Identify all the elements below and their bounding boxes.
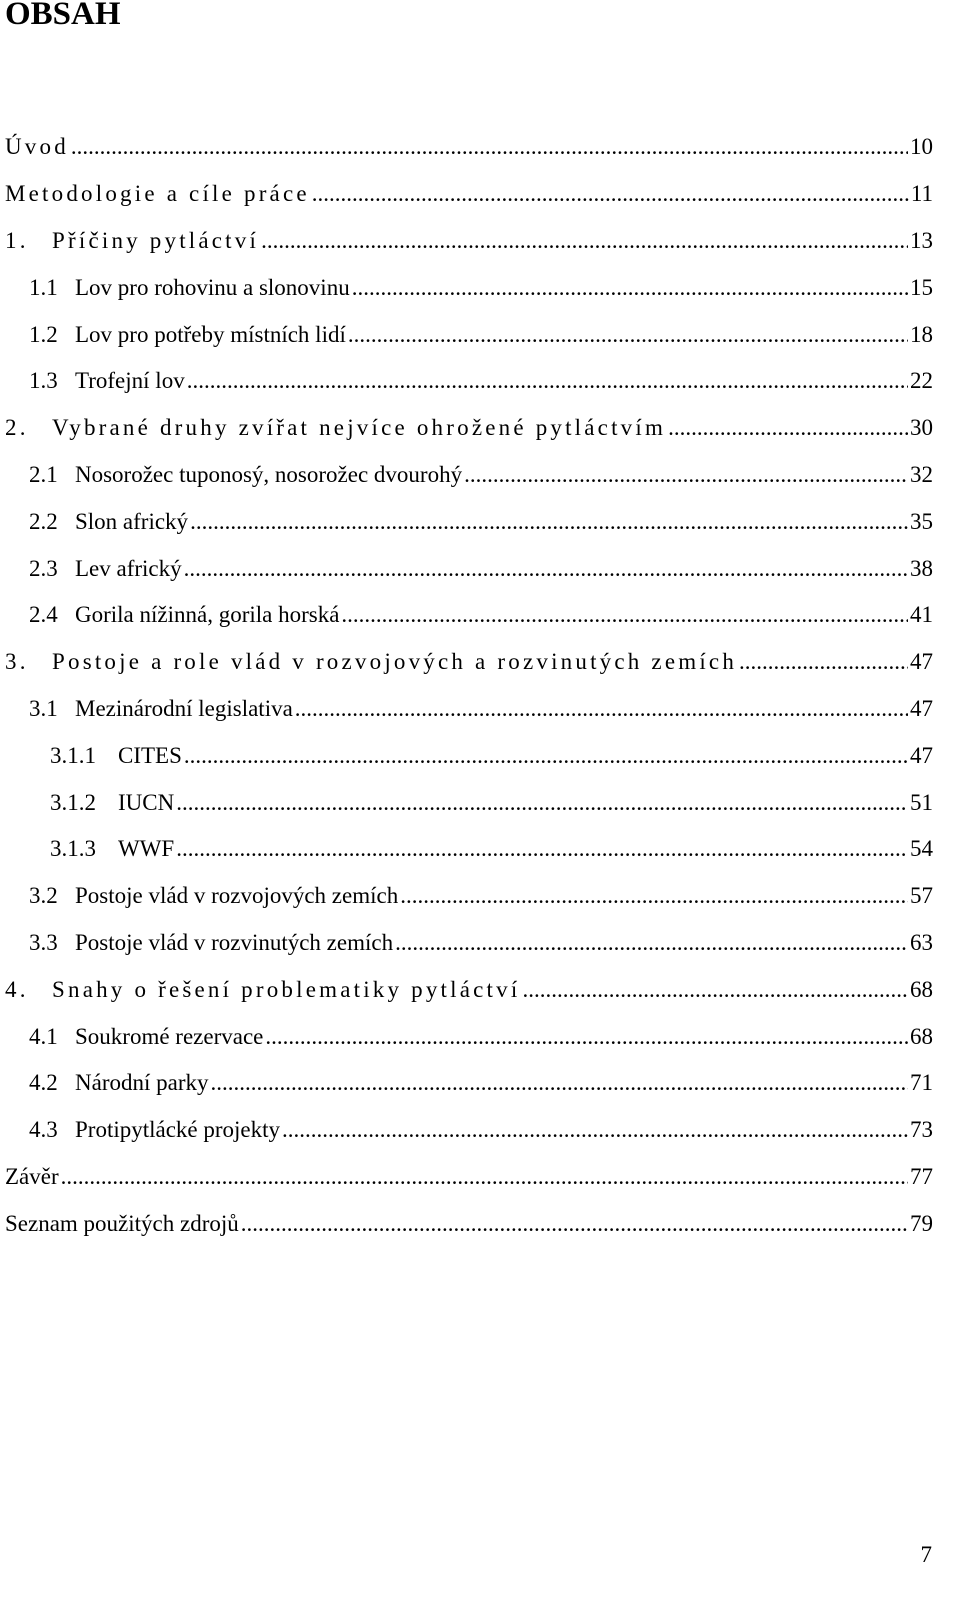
toc-entry-title: Slon africký xyxy=(75,508,189,534)
toc-entry[interactable] xyxy=(5,779,933,826)
toc-entry[interactable] xyxy=(5,405,933,452)
toc-dot-leader xyxy=(176,789,908,817)
toc-dot-leader xyxy=(464,461,908,489)
toc-dot-leader xyxy=(61,1163,908,1191)
toc-dot-leader xyxy=(282,1116,908,1144)
toc-dot-leader xyxy=(261,227,908,255)
toc-dot-leader xyxy=(71,133,908,161)
toc-entry-page: 11 xyxy=(910,181,933,207)
toc-entry-page: 54 xyxy=(910,836,933,862)
toc-dot-leader xyxy=(241,1210,908,1238)
toc-entry-title: Trofejní lov xyxy=(75,368,185,394)
toc-entry-number: 1.1 xyxy=(29,274,58,300)
toc-entry[interactable] xyxy=(5,311,933,358)
toc-entry-number: 2.1 xyxy=(29,461,58,487)
toc-dot-leader xyxy=(522,976,908,1004)
toc-dot-leader xyxy=(400,882,908,910)
toc-entry-page: 71 xyxy=(910,1070,933,1096)
toc-entry-number: 3.1 xyxy=(29,695,58,721)
toc-entry-number: 2. xyxy=(5,415,29,441)
toc-entry[interactable] xyxy=(5,1107,933,1154)
toc-dot-leader xyxy=(668,414,908,442)
toc-entry-title: Národní parky xyxy=(75,1070,209,1096)
toc-entry[interactable] xyxy=(5,545,933,592)
toc-entry-number: 3.1.2 xyxy=(50,789,96,815)
toc-entry[interactable] xyxy=(5,264,933,311)
toc-dot-leader xyxy=(187,367,908,395)
toc-entry-number: 3.1.3 xyxy=(50,836,96,862)
toc-entry-title: Postoje vlád v rozvinutých zemích xyxy=(75,929,394,955)
toc-entry-page: 13 xyxy=(910,227,933,253)
toc-entry-page: 63 xyxy=(910,929,933,955)
toc-entry-page: 79 xyxy=(910,1210,933,1236)
toc-dot-leader xyxy=(395,929,908,957)
toc-entry-title: Snahy o řešení problematiky pytláctví xyxy=(52,976,521,1002)
toc-entry-page: 51 xyxy=(910,789,933,815)
toc-entry-title: Postoje vlád v rozvojových zemích xyxy=(75,883,399,909)
toc-entry-title: Metodologie a cíle práce xyxy=(5,181,310,207)
toc-entry-title: Závěr xyxy=(5,1163,59,1189)
toc-entry-title: Lov pro rohovinu a slonovinu xyxy=(75,274,350,300)
toc-entry-number: 3.2 xyxy=(29,883,58,909)
toc-entry-page: 68 xyxy=(910,1023,933,1049)
toc-dot-leader xyxy=(176,835,908,863)
toc-entry[interactable] xyxy=(5,1154,933,1201)
toc-entry[interactable] xyxy=(5,1013,933,1060)
toc-entry-title: WWF xyxy=(118,836,175,862)
toc-dot-leader xyxy=(265,1023,908,1051)
toc-entry-title: IUCN xyxy=(118,789,175,815)
toc-entry-page: 32 xyxy=(910,461,933,487)
toc-entry-page: 38 xyxy=(910,555,933,581)
toc-entry[interactable] xyxy=(5,686,933,733)
toc-entry-number: 2.4 xyxy=(29,602,58,628)
toc-entry-title: Postoje a role vlád v rozvojových a rozvinutých zemích xyxy=(52,649,738,675)
page-number: 7 xyxy=(920,1542,932,1567)
toc-entry-page: 30 xyxy=(910,415,933,441)
toc-entry[interactable] xyxy=(5,966,933,1013)
toc-entry-number: 3. xyxy=(5,649,29,675)
toc-entry[interactable] xyxy=(5,498,933,545)
toc-entry-number: 2.3 xyxy=(29,555,58,581)
toc-entry-title: Příčiny pytláctví xyxy=(52,227,260,253)
toc-entry-page: 15 xyxy=(910,274,933,300)
toc-entry[interactable] xyxy=(5,826,933,873)
toc-dot-leader xyxy=(184,555,908,583)
toc-dot-leader xyxy=(312,180,909,208)
toc-entry-number: 1. xyxy=(5,227,29,253)
toc-entry-page: 22 xyxy=(910,368,933,394)
toc-entry[interactable] xyxy=(5,639,933,686)
toc-entry-title: Mezinárodní legislativa xyxy=(75,695,293,721)
toc-entry-page: 47 xyxy=(910,695,933,721)
toc-entry-title: Nosorožec tuponosý, nosorožec dvourohý xyxy=(75,461,463,487)
toc-entry[interactable] xyxy=(5,124,933,171)
toc-dot-leader xyxy=(341,601,908,629)
toc-entry[interactable] xyxy=(5,218,933,265)
toc-entry-page: 35 xyxy=(910,508,933,534)
toc-dot-leader xyxy=(352,274,908,302)
toc-entry-title: Lov pro potřeby místních lidí xyxy=(75,321,346,347)
toc-entry-number: 1.3 xyxy=(29,368,58,394)
page-title: OBSAH xyxy=(5,0,121,32)
toc-entry-page: 10 xyxy=(910,134,933,160)
toc-entry-number: 1.2 xyxy=(29,321,58,347)
toc-entry-page: 47 xyxy=(910,742,933,768)
toc-entry-title: Seznam použitých zdrojů xyxy=(5,1210,239,1236)
toc-entry[interactable] xyxy=(5,873,933,920)
toc-entry-page: 68 xyxy=(910,976,933,1002)
table-of-contents xyxy=(5,124,933,1247)
toc-entry-number: 3.1.1 xyxy=(50,742,96,768)
toc-dot-leader xyxy=(295,695,908,723)
toc-entry-page: 18 xyxy=(910,321,933,347)
toc-entry-page: 41 xyxy=(910,602,933,628)
toc-entry-number: 2.2 xyxy=(29,508,58,534)
toc-entry-page: 47 xyxy=(910,649,933,675)
toc-entry-title: Úvod xyxy=(5,134,69,160)
toc-dot-leader xyxy=(211,1069,909,1097)
toc-entry-number: 3.3 xyxy=(29,929,58,955)
toc-entry[interactable] xyxy=(5,1200,933,1247)
toc-entry-number: 4.3 xyxy=(29,1117,58,1143)
toc-entry[interactable] xyxy=(5,1060,933,1107)
toc-entry-title: Vybrané druhy zvířat nejvíce ohrožené pytláctvím xyxy=(52,415,667,441)
toc-entry-title: CITES xyxy=(118,742,182,768)
toc-entry[interactable] xyxy=(5,592,933,639)
toc-entry-title: Lev africký xyxy=(75,555,182,581)
toc-entry-title: Gorila nížinná, gorila horská xyxy=(75,602,340,628)
toc-dot-leader xyxy=(348,321,908,349)
toc-entry[interactable] xyxy=(5,452,933,499)
toc-dot-leader xyxy=(739,648,908,676)
toc-entry-number: 4.2 xyxy=(29,1070,58,1096)
toc-entry-number: 4.1 xyxy=(29,1023,58,1049)
toc-entry[interactable] xyxy=(5,732,933,779)
toc-entry-page: 77 xyxy=(910,1163,933,1189)
toc-entry-title: Protipytlácké projekty xyxy=(75,1117,281,1143)
toc-entry[interactable] xyxy=(5,171,933,218)
toc-entry-title: Soukromé rezervace xyxy=(75,1023,264,1049)
toc-entry-page: 57 xyxy=(910,883,933,909)
toc-entry[interactable] xyxy=(5,358,933,405)
toc-dot-leader xyxy=(190,508,908,536)
toc-dot-leader xyxy=(184,742,908,770)
toc-entry-page: 73 xyxy=(910,1117,933,1143)
toc-entry[interactable] xyxy=(5,920,933,967)
toc-entry-number: 4. xyxy=(5,976,29,1002)
